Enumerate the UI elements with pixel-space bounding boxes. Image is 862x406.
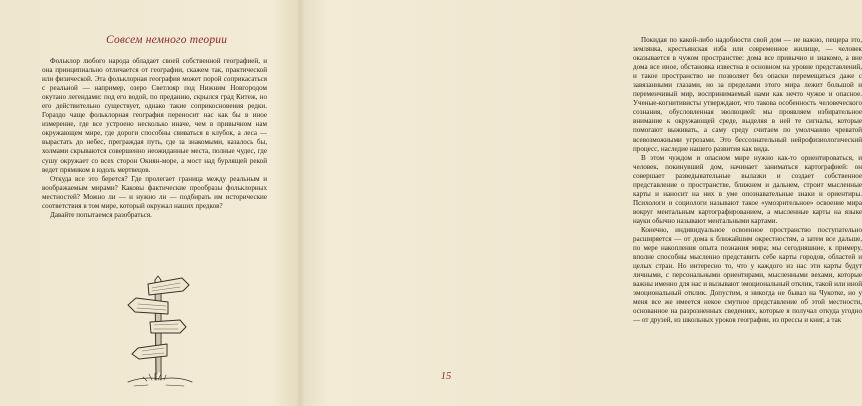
page-number: 15 — [440, 371, 452, 382]
left-page-text — [42, 57, 267, 220]
left-page — [0, 0, 300, 406]
section-title: Совсем немного теории — [106, 34, 228, 46]
paragraph: Покидая по какой-либо надобности свой дом — не важно, пещера это, землянка, крестьянская изба или современное жилище, — человек оказывается в чужом пространстве: дома все привычно и знакомо, а вне дома все иное, обстановка известна в основном на уровне представлений, и такое пространство не позволяет без опаски перемещаться даже с завязанными глазами, но за пределами этого мира лежит большой и переменчивый мир, воспринимаемый нами как нечто чужое и опасное. Ученые-когнитивисты утверждают, что такова особенность человеческого сознания, обусловленная эволюцией: мы проявляем избирательное внимание к окружающей среде, выделяя в ней те сигналы, которые помогают выживать, а саму среду считаем по умолчанию чреватой всевозможными угрозами. Это бессознательный нейрофизиологический процесс, наследие нашего развития как вида. — [633, 36, 862, 153]
paragraph: Давайте попытаемся разобраться. — [50, 210, 152, 219]
paragraph: Фольклор любого народа обладает своей собственной географией, и она принципиально отличается от географии, скажем так, практической или физической. Эта фольклорная география может порой соприкасаться с реальной — например, озеро Светлояр под Нижним Новгородом окутано легендами: под его водой, по преданию, скрылся град Китеж, но его действительно существует, однако такие соприкосновения редки. Гораздо чаще фольклорная география переносит нас как бы в иное измерение, где все устроено несколько иначе, чем в привычном нам окружающем мире, где дороги способны свиваться в клубок, а леса — вырастать до небес, преграждая путь, где за знакомыми, казалось бы, холмами скрываются совершенно неожиданные места, полные чудес, где сушу окружает со всех сторон Окиян-море, а мост над бурлящей рекой ведет прямиком в юдоль мертвецов. — [42, 57, 267, 174]
paragraph: В этом чуждом и опасном мире нужно как-то ориентироваться, и человек, покинувший дом, начинает заниматься картографией: он совершает разведывательные вылазки и создает собственное представление о пространстве, ближнем и дальнем, строит мысленные карты и наносит на них в уме опознавательные знаки и ориентиры. Психологи и социологи называют такое «умозрительное» освоение мира вокруг ментальным картографированием, а мысленные карты на языке науки обычно называют ментальными картами. — [633, 153, 862, 225]
right-page-text — [633, 36, 862, 326]
paragraph: Конечно, индивидуальное освоенное пространство поступательно расширяется — от дома к ближайшим окрестностям, а затем все дальше, по мере накопления опыта познания мира; мы сегодняшние, к примеру, вполне способны мысленно представить себе карты городов, областей и целых стран. Но интересно то, что у каждого из нас эти карты будут личными, с персональными ориентирами, мысленными вехами, которые важны именно для нас и вызывают эмоциональный отклик, такой или иной эмоциональный отклик. Допустим, я никогда не бывал на Чукотке, но у меня все же имеется некое смутное представление об этой местности, основанное на разрозненных сведениях, которые я получал откуда угодно — от друзей, из школьных уроков географии, из прессы и книг, а так — [633, 225, 862, 325]
paragraph: Откуда все это берется? Где пролегает граница между реальным и воображаемым мирами? Каковы фактические прообразы фольклорных местностей? Можно ли — и нужно ли — подбирать им исторические соответствия в том мире, который окружал наших предков? — [42, 174, 267, 210]
right-page — [300, 0, 862, 406]
signpost-illustration — [122, 264, 196, 394]
